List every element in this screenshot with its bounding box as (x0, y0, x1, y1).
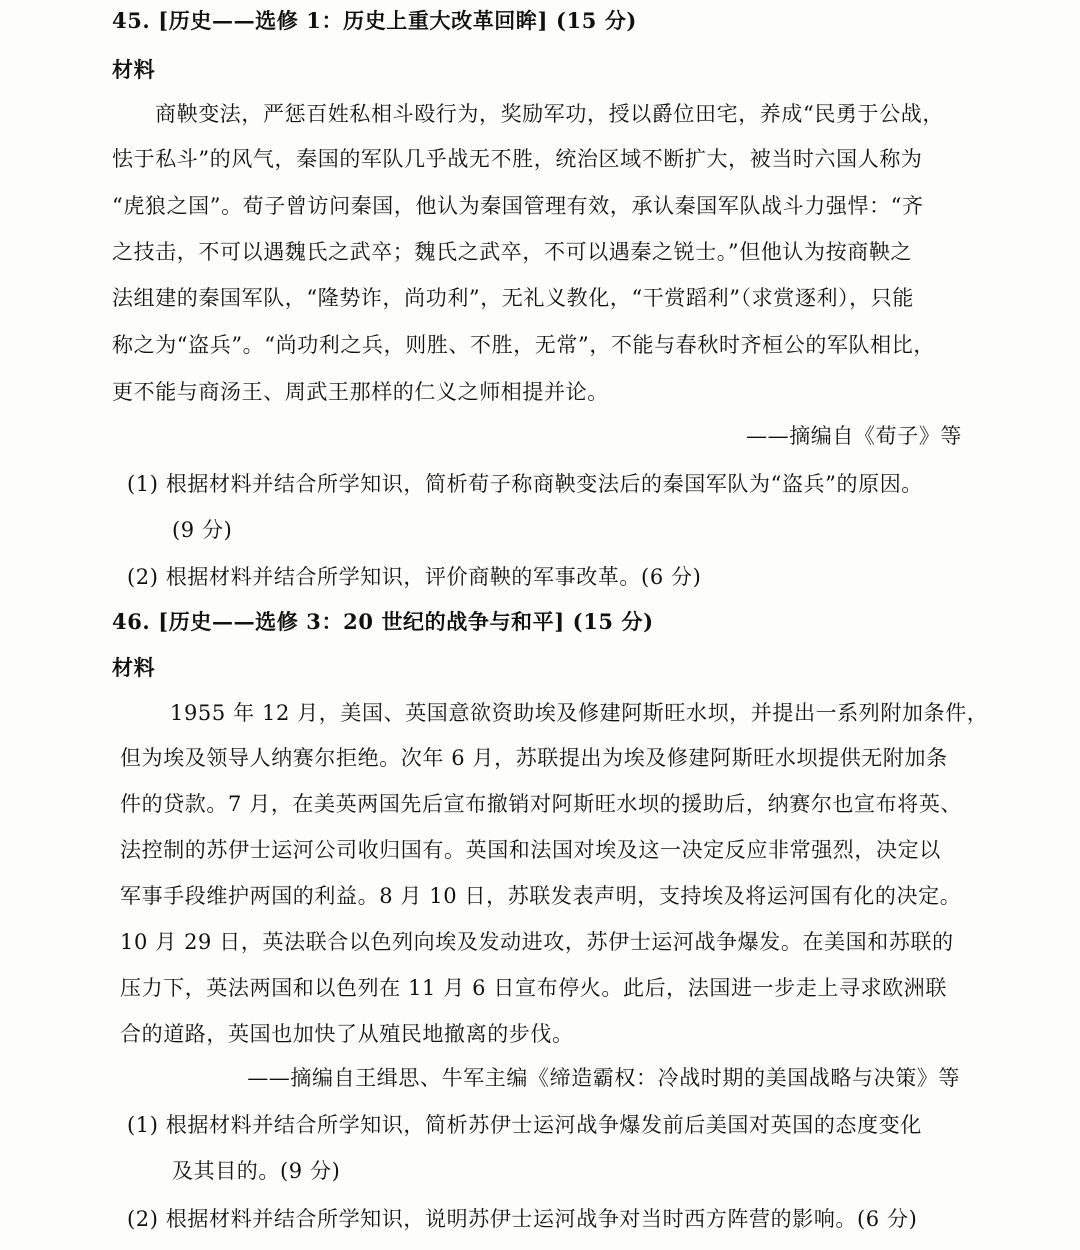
q45-question-1-score: (9 分) (172, 518, 233, 542)
q45-passage-line: “虎狼之国”。荀子曾访问秦国，他认为秦国管理有效，承认秦国军队战斗力强悍：“齐 (112, 194, 924, 218)
q46-question-1: (1) 根据材料并结合所学知识，简析苏伊士运河战争爆发前后美国对英国的态度变化 (127, 1113, 922, 1137)
q46-passage-line: 合的道路，英国也加快了从殖民地撤离的步伐。 (120, 1022, 574, 1046)
q45-passage-line: 更不能与商汤王、周武王那样的仁义之师相提并论。 (112, 380, 609, 404)
q45-passage-line: 之技击，不可以遇魏氏之武卒；魏氏之武卒，不可以遇秦之锐士。”但他认为按商鞅之 (112, 240, 913, 264)
q46-passage-line: 压力下，英法两国和以色列在 11 月 6 日宣布停火。此后，法国进一步走上寻求欧洲联 (120, 976, 947, 1000)
q46-passage-line: 军事手段维护两国的利益。8 月 10 日，苏联发表声明，支持埃及将运河国有化的决定。 (120, 884, 962, 908)
q45-passage-line: 称之为“盗兵”。“尚功利之兵，则胜、不胜，无常”，不能与春秋时齐桓公的军队相比， (112, 333, 935, 357)
q45-passage-line: 法组建的秦国军队，“隆势诈，尚功利”，无礼义教化，“干赏蹈利”（求赏逐利），只能 (112, 286, 914, 310)
q46-question-1-continued: 及其目的。(9 分) (172, 1159, 341, 1183)
q45-material-label: 材料 (112, 57, 156, 82)
q46-source: ——摘编自王缉思、牛军主编《缔造霸权：冷战时期的美国战略与决策》等 (247, 1066, 960, 1090)
q45-source: ——摘编自《荀子》等 (746, 424, 962, 448)
q46-passage-line: 1955 年 12 月，美国、英国意欲资助埃及修建阿斯旺水坝，并提出一系列附加条件， (170, 701, 989, 725)
q46-passage-line: 法控制的苏伊士运河公司收归国有。英国和法国对埃及这一决定反应非常强烈，决定以 (120, 838, 941, 862)
q46-passage-line: 件的贷款。7 月，在美英两国先后宣布撤销对阿斯旺水坝的援助后，纳赛尔也宣布将英、 (120, 792, 963, 816)
q45-question-2: (2) 根据材料并结合所学知识，评价商鞅的军事改革。(6 分) (127, 565, 702, 589)
q45-passage-line: 怯于私斗”的风气，秦国的军队几乎战无不胜，统治区域不断扩大，被当时六国人称为 (112, 147, 923, 171)
q46-passage-line: 但为埃及领导人纳赛尔拒绝。次年 6 月，苏联提出为埃及修建阿斯旺水坝提供无附加条 (120, 746, 948, 770)
q46-passage-line: 10 月 29 日，英法联合以色列向埃及发动进攻，苏伊士运河战争爆发。在美国和苏联的 (120, 930, 954, 954)
q46-heading: 46. [历史——选修 3：20 世纪的战争与和平] (15 分) (112, 609, 654, 634)
q45-question-1: (1) 根据材料并结合所学知识，简析荀子称商鞅变法后的秦国军队为“盗兵”的原因。 (127, 472, 923, 496)
q45-heading: 45. [历史——选修 1：历史上重大改革回眸] (15 分) (112, 8, 637, 33)
q46-question-2: (2) 根据材料并结合所学知识，说明苏伊士运河战争对当时西方阵营的影响。(6 分) (127, 1207, 918, 1231)
q45-passage-line: 商鞅变法，严惩百姓私相斗殴行为，奖励军功，授以爵位田宅，养成“民勇于公战， (155, 102, 944, 126)
q46-material-label: 材料 (112, 655, 156, 680)
